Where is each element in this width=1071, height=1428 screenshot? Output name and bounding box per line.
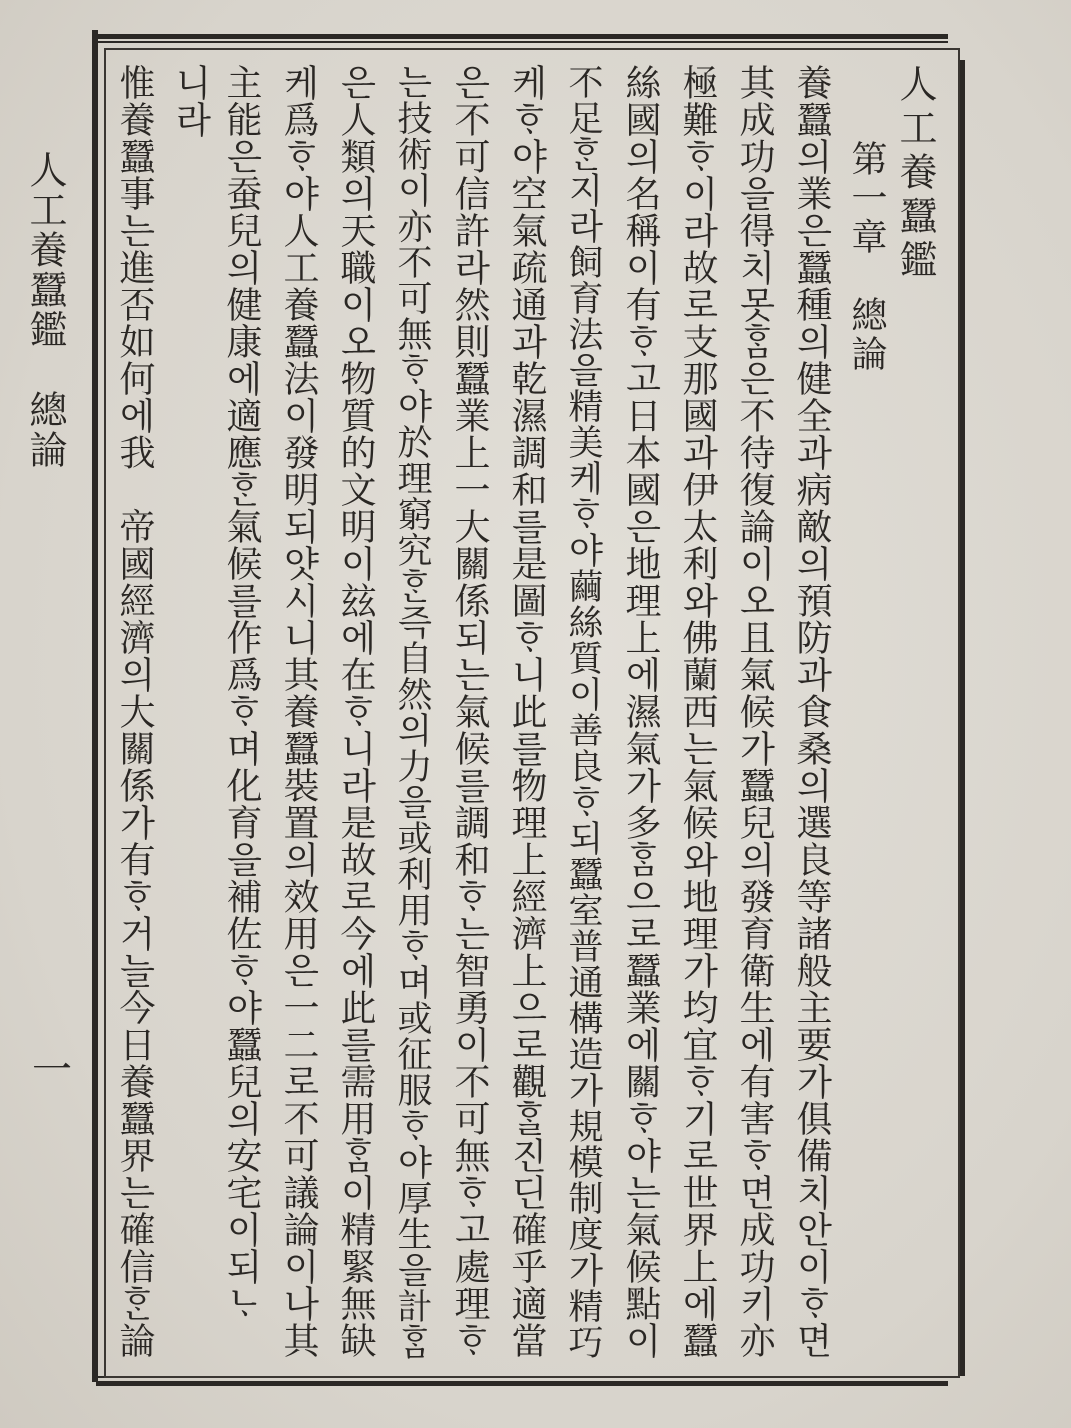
body-column: 主能은蚕兒의健康에適應ᄒᆞᆫ氣候를作爲ᄒᆞ며化育을補佐ᄒᆞ야蠶兒의安宅이되ᄂᆞ (221, 64, 262, 1322)
body-column: 惟養蠶事는進否如何에我 帝國經濟의大關係가有ᄒᆞ거늘今日養蠶界는確信ᄒᆞᆫ論 (114, 64, 155, 1359)
body-column: 케爲ᄒᆞ야人工養蠶法이發明되얏시니其養蠶裝置의效用은一二로不可議論이나其 (278, 64, 319, 1359)
body-column: 은不可信許라然則蠶業上一大關係되는氣候를調和ᄒᆞ는智勇이不可無ᄒᆞ고處理ᄒᆞ (449, 64, 490, 1359)
bottom-border-rule (96, 1381, 948, 1386)
body-column: 은人類의天職이오物質的文明이玆에在ᄒᆞ니라是故로今에此를需用ᄒᆞᆷ이精緊無缺 (335, 64, 376, 1359)
chapter-heading: 第一章 總論 (846, 140, 887, 374)
body-column: 極難ᄒᆞ이라故로支那國과伊太利와佛蘭西는氣候와地理가均宜ᄒᆞ기로世界上에蠶 (677, 64, 718, 1359)
left-border-rule (92, 30, 98, 1382)
running-title: 人工養蠶鑑 總論 (23, 150, 67, 470)
body-column: 絲國의名稱이有ᄒᆞ고日本國은地理上에濕氣가多ᄒᆞᆷ으로蠶業에關ᄒᆞ야는氣候點이 (620, 64, 661, 1359)
body-column: 니라 (170, 64, 211, 138)
body-column: 는技術이亦不可無ᄒᆞ야於理窮究ᄒᆞᆫ즉自然의力을或利用ᄒᆞ며或征服ᄒᆞ야厚生을計ᄒᆞᆷ (392, 64, 432, 1360)
top-border-rule-thin (96, 41, 948, 43)
book-title: 人工養蠶鑑 (893, 64, 937, 284)
body-column: 養蠶의業은蠶種의健全과病敵의預防과食桑의選良等諸般主要가俱備치안이ᄒᆞ면 (791, 64, 832, 1359)
body-column: 케ᄒᆞ야空氣疏通과乾濕調和를是圖ᄒᆞ니此를物理上經濟上으로觀ᄒᆞᆯ진딘確乎適當 (506, 64, 547, 1359)
page-number: 一 (32, 1047, 72, 1093)
body-column: 不足ᄒᆞᆫ지라飼育法을精美케ᄒᆞ야繭絲質이善良ᄒᆞ되蠶室普通構造가規模制度가精巧 (563, 64, 603, 1360)
body-column: 其成功을得치못ᄒᆞᆷ은不待復論이오且氣候가蠶兒의發育衛生에有害ᄒᆞ면成功키亦 (734, 64, 775, 1359)
top-border-rule (96, 34, 948, 39)
